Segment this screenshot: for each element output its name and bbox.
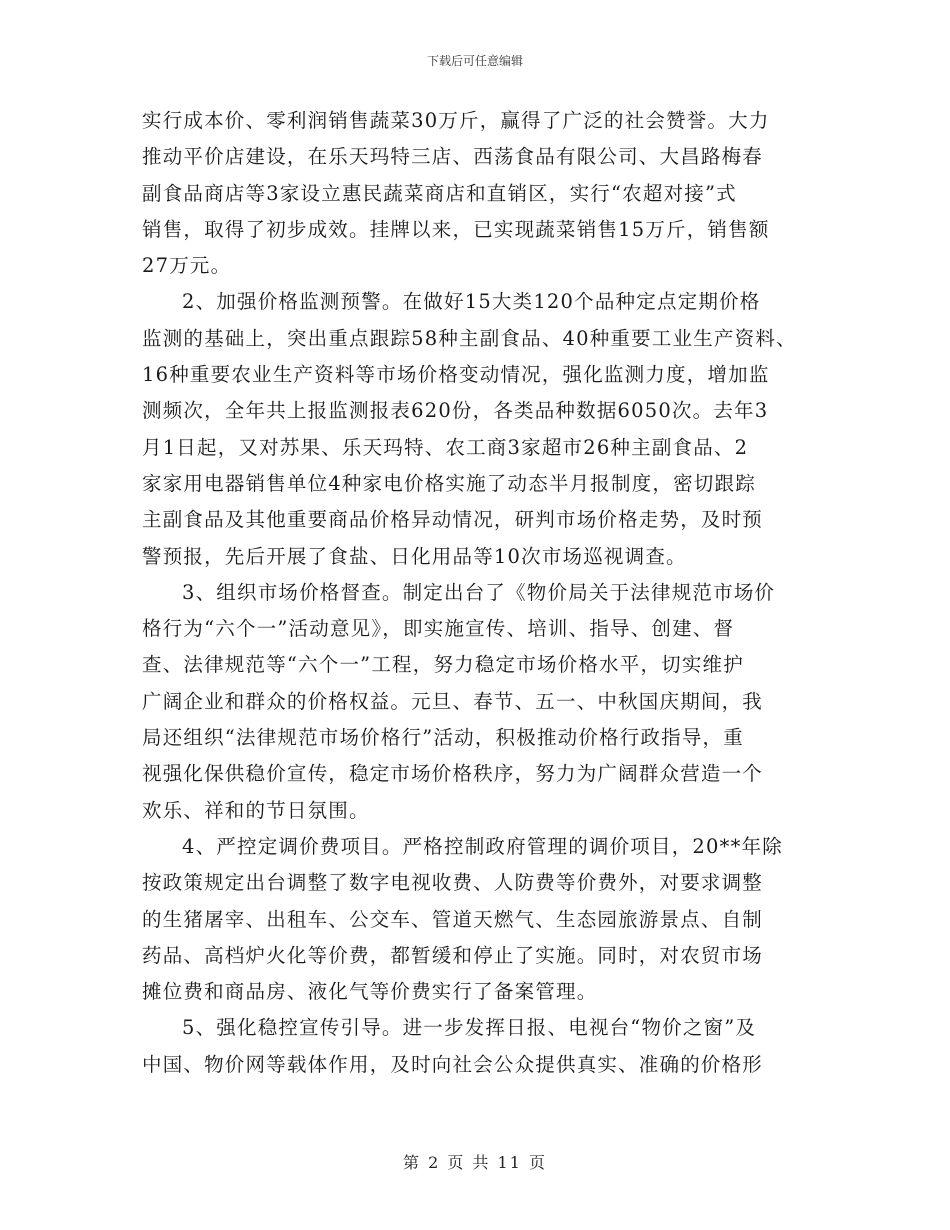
document-body [142, 103, 807, 1083]
text-line: 中国、物价网等载体作用，及时向社会公众提供真实、准确的价格形 [142, 1052, 764, 1076]
text-line: 实行成本价、零利润销售蔬菜30万斤，赢得了广泛的社会赞誉。大力 [142, 109, 770, 132]
paragraph-start-line: 3、组织市场价格督查。制定出台了《物价局关于法律规范市场价 [182, 580, 776, 604]
text-line: 格行为“六个一”活动意见》，即实施宣传、培训、指导、创建、督 [142, 617, 735, 641]
paragraph-start-line: 5、强化稳控宣传引导。进一步发挥日报、电视台“物价之窗”及 [182, 1016, 757, 1040]
paragraph-start-line: 2、加强价格监测预警。在做好15大类120个品种定点定期价格 [182, 290, 761, 314]
text-line: 按政策规定出台调整了数字电视收费、人防费等价费外，对要求调整 [142, 871, 764, 895]
text-line: 欢乐、祥和的节日氛围。 [142, 798, 370, 822]
text-line: 局还组织“法律规范市场价格行”活动，积极推动价格行政指导，重 [142, 726, 744, 750]
text-line: 的生猪屠宰、出租车、公交车、管道天燃气、生态园旅游景点、自制 [142, 907, 764, 931]
text-line: 监测的基础上，突出重点跟踪58种主副食品、40种重要工业生产资料、 [142, 326, 797, 350]
paragraph-start-line: 4、严控定调价费项目。严格控制政府管理的调价项目，20**年除 [182, 834, 783, 858]
text-line: 视强化保供稳价宣传，稳定市场价格秩序，努力为广阔群众营造一个 [142, 762, 764, 786]
text-line: 测频次，全年共上报监测报表620份，各类品种数据6050次。去年3 [142, 399, 769, 423]
text-line: 16种重要农业生产资料等市场价格变动情况，强化监测力度，增加监 [142, 363, 770, 387]
text-line: 副食品商店等3家设立惠民蔬菜商店和直销区，实行“农超对接”式 [142, 181, 737, 205]
text-line: 主副食品及其他重要商品价格异动情况，研判市场价格走势，及时预 [142, 508, 764, 532]
text-line: 推动平价店建设，在乐天玛特三店、西荡食品有限公司、大昌路梅春 [142, 145, 764, 169]
text-line: 27万元。 [142, 254, 232, 278]
page-footer: 第 2 页 共 11 页 [403, 1153, 547, 1172]
text-line: 摊位费和商品房、液化气等价费实行了备案管理。 [142, 980, 598, 1004]
text-line: 警预报，先后开展了食盐、日化用品等10次市场巡视调查。 [142, 544, 687, 568]
text-line: 销售，取得了初步成效。挂牌以来，已实现蔬菜销售15万斤，销售额 [142, 217, 770, 241]
text-line: 药品、高档炉火化等价费，都暂缓和停止了实施。同时，对农贸市场 [142, 943, 764, 967]
page-header: 下载后可任意编辑 [426, 54, 523, 68]
text-line: 家家用电器销售单位4种家电价格实施了动态半月报制度，密切跟踪 [142, 471, 756, 495]
text-line: 广阔企业和群众的价格权益。元旦、春节、五一、中秋国庆期间，我 [142, 689, 764, 713]
text-line: 查、法律规范等“六个一”工程，努力稳定市场价格水平，切实维护 [142, 653, 744, 677]
text-line: 月1日起，又对苏果、乐天玛特、农工商3家超市26种主副食品、2 [142, 435, 749, 459]
